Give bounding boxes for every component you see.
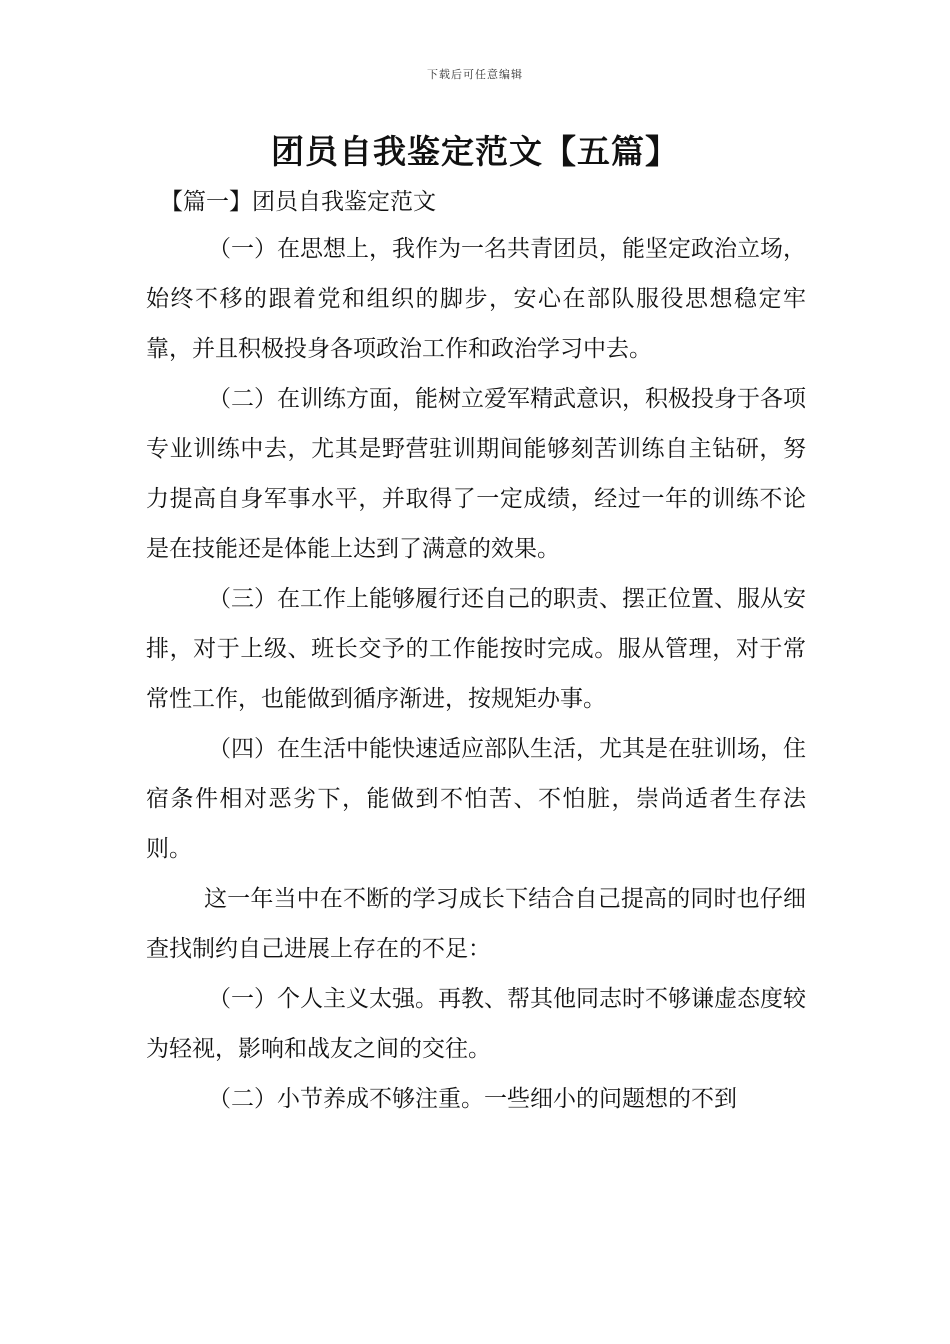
paragraph-life: （四）在生活中能快速适应部队生活，尤其是在驻训场，住宿条件相对恶劣下，能做到不怕苦、不怕脏，崇尚适者生存法则。 [146,736,806,862]
paragraph-training: （二）在训练方面，能树立爱军精武意识，积极投身于各项专业训练中去，尤其是野营驻训期间能够刻苦训练自主钻研，努力提高自身军事水平，并取得了一定成绩，经过一年的训练不论是在技能还是体能上达到了满意的效果。 [146,386,806,562]
document-title: 团员自我鉴定范文【五篇】 [271,132,679,171]
paragraph-shortcomings-intro: 这一年当中在不断的学习成长下结合自己提高的同时也仔细查找制约自己进展上存在的不足： [146,886,806,962]
paragraph-work: （三）在工作上能够履行还自己的职责、摆正位置、服从安排，对于上级、班长交予的工作能按时完成。服从管理，对于常常性工作，也能做到循序渐进，按规矩办事。 [146,586,806,712]
paragraph-shortcoming-details: （二）小节养成不够注重。一些细小的问题想的不到 [208,1086,737,1112]
document-body [146,224,806,1124]
paragraph-shortcoming-individualism: （一）个人主义太强。再教、帮其他同志时不够谦虚态度较为轻视，影响和战友之间的交往。 [146,986,806,1062]
page-header-note: 下载后可任意编辑 [427,68,523,81]
paragraph-thought: （一）在思想上，我作为一名共青团员，能坚定政治立场，始终不移的跟着党和组织的脚步，安心在部队服役思想稳定牢靠，并且积极投身各项政治工作和政治学习中去。 [146,236,806,362]
section-heading: 【篇一】团员自我鉴定范文 [160,189,436,215]
